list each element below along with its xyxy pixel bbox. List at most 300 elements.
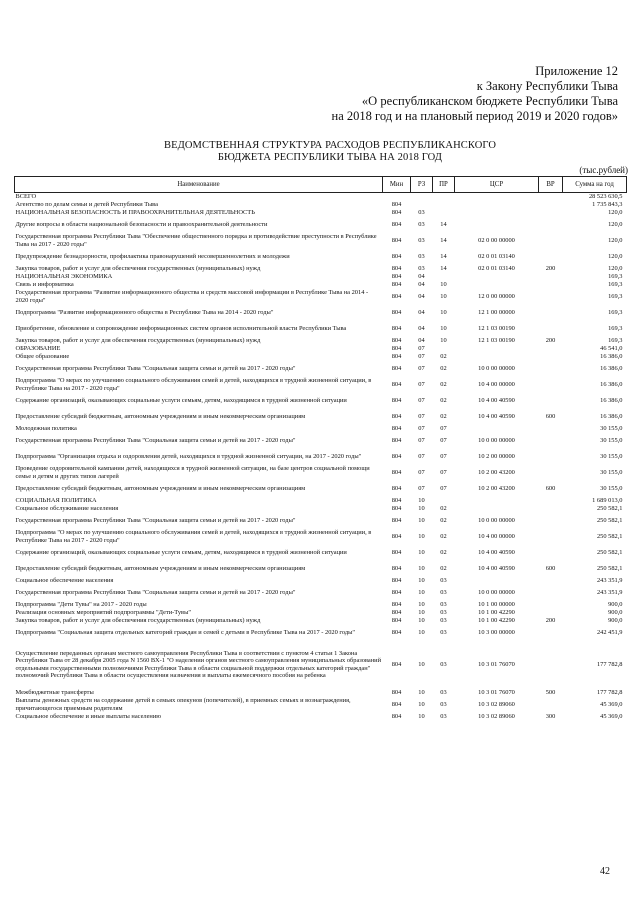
units-label: (тыс.рублей)	[579, 165, 628, 175]
row-sum: 900,0	[608, 608, 623, 616]
row-pr: 03	[440, 600, 447, 608]
row-vr: 200	[545, 264, 556, 272]
row-rz: 10	[418, 700, 425, 708]
row-name: Реализация основных мероприятий подпрограммы "Дети-Тувы"	[15, 608, 191, 616]
row-csr: 12 0 00 00000	[478, 292, 515, 300]
row-name: Осуществление переданных органам местного самоуправления Республики Тыва в соответствии с пунктом 4 статьи 1 Закона Республики Тыва от 28 декабря 2005 года N 1560 ВХ-1 "О наделении органов местного самоуправления муниципальных образований отдельными государственными полномочиями Республики Тыва в области социальной поддержки отдельных категорий граждан" полномочий Республики Тыва в области осуществления назначения и выплаты ежемесячного пособия на ребенка	[15, 649, 382, 679]
row-vr	[539, 305, 563, 321]
table-row	[15, 529, 627, 545]
row-pr: 02	[440, 548, 447, 556]
table-header-row	[15, 177, 627, 193]
row-vr	[539, 361, 563, 377]
row-csr: 10 1 00 42290	[478, 608, 515, 616]
row-name: Предупреждение безнадзорности, профилактика правонарушений несовершеннолетних и молодежи	[15, 252, 290, 260]
row-csr: 10 4 00 00000	[478, 532, 515, 540]
row-csr	[455, 281, 539, 289]
row-vr	[539, 321, 563, 337]
table-row	[15, 249, 627, 265]
row-min: 804	[391, 200, 402, 208]
row-rz: 10	[418, 628, 425, 636]
row-min	[383, 193, 411, 201]
row-csr: 12 1 03 00190	[478, 336, 515, 344]
appendix-line-1: Приложение 12	[535, 64, 618, 78]
row-sum: 16 386,0	[600, 364, 623, 372]
row-min: 804	[391, 608, 402, 616]
row-pr: 07	[440, 424, 447, 432]
row-min: 804	[391, 324, 402, 332]
row-rz: 10	[418, 564, 425, 572]
col-header-name: Наименование	[15, 177, 383, 193]
row-sum: 120,0	[608, 252, 623, 260]
row-pr: 03	[440, 616, 447, 624]
row-name: ОБРАЗОВАНИЕ	[15, 344, 61, 352]
row-vr	[539, 209, 563, 217]
row-sum: 177 782,8	[596, 660, 623, 668]
row-sum: 28 523 630,5	[588, 193, 623, 200]
table-row	[15, 305, 627, 321]
row-vr	[539, 273, 563, 281]
row-csr: 10 0 00 00000	[478, 516, 515, 524]
row-name: Подпрограмма "Социальная защита отдельных категорий граждан и семей с детьми в Республике Тыва на 2017 - 2020 годы"	[15, 628, 356, 636]
table-row	[15, 585, 627, 601]
table-row	[15, 713, 627, 721]
row-csr: 10 3 02 89060	[478, 700, 515, 708]
row-csr: 10 1 00 42290	[478, 616, 515, 624]
row-sum: 250 582,1	[596, 516, 623, 524]
row-min: 804	[391, 516, 402, 524]
table-row	[15, 409, 627, 425]
row-rz: 10	[418, 660, 425, 668]
row-pr: 03	[440, 628, 447, 636]
row-pr: 10	[440, 308, 447, 316]
row-name: Содержание организаций, оказывающих социальные услуги семьям, детям, находящимся в трудной жизненной ситуации	[15, 548, 347, 556]
row-min: 804	[391, 504, 402, 512]
row-sum: 250 582,1	[596, 504, 623, 512]
row-sum: 30 155,0	[600, 436, 623, 444]
row-name: Государственная программа Республики Тыва "Социальная защита семьи и детей на 2017 - 2020 годы"	[15, 436, 296, 444]
row-vr: 600	[545, 564, 556, 572]
row-csr: 10 4 00 40590	[478, 564, 515, 572]
row-rz: 07	[418, 468, 425, 476]
table-row	[15, 337, 627, 345]
row-pr: 02	[440, 504, 447, 512]
row-vr	[539, 513, 563, 529]
row-rz: 04	[418, 280, 425, 288]
row-csr	[455, 193, 539, 201]
row-min: 804	[391, 336, 402, 344]
row-csr	[455, 497, 539, 505]
row-vr: 600	[545, 484, 556, 492]
row-csr: 10 0 00 00000	[478, 364, 515, 372]
row-rz: 07	[418, 424, 425, 432]
row-csr	[455, 577, 539, 585]
row-rz: 04	[418, 308, 425, 316]
row-csr	[455, 209, 539, 217]
row-vr	[539, 393, 563, 409]
row-name: Приобретение, обновление и сопровождение информационных систем органов исполнительной власти Республики Тыва	[15, 324, 347, 332]
table-row	[15, 377, 627, 393]
row-rz: 04	[418, 272, 425, 280]
row-rz: 10	[418, 504, 425, 512]
row-rz: 10	[418, 496, 425, 504]
row-csr: 12 1 00 00000	[478, 308, 515, 316]
row-vr: 500	[545, 688, 556, 696]
row-rz	[411, 201, 433, 209]
row-vr: 200	[545, 616, 556, 624]
row-name: Предоставление субсидий бюджетным, автономным учреждениям и иным некоммерческим организациям	[15, 484, 306, 492]
row-vr: 200	[545, 336, 556, 344]
row-rz: 10	[418, 712, 425, 720]
row-sum: 30 155,0	[600, 424, 623, 432]
row-min: 804	[391, 468, 402, 476]
row-min: 804	[391, 436, 402, 444]
row-rz: 07	[418, 412, 425, 420]
row-name: Общее образование	[15, 352, 70, 360]
row-min: 804	[391, 548, 402, 556]
row-vr	[539, 625, 563, 641]
table-row	[15, 345, 627, 353]
row-rz: 10	[418, 616, 425, 624]
row-vr	[539, 585, 563, 601]
row-min: 804	[391, 600, 402, 608]
row-sum: 16 386,0	[600, 380, 623, 388]
table-row	[15, 273, 627, 281]
row-vr	[539, 505, 563, 513]
table-row	[15, 425, 627, 433]
row-pr: 10	[440, 292, 447, 300]
row-csr: 10 2 00 43200	[478, 468, 515, 476]
table-row	[15, 481, 627, 497]
row-csr: 10 3 01 76070	[478, 660, 515, 668]
row-name: Подпрограмма "Организация отдыха и оздоровления детей, находящихся в трудной жизненной ситуации, на 2017 - 2020 годы"	[15, 452, 362, 460]
table-row	[15, 201, 627, 209]
table-row	[15, 577, 627, 585]
table-row	[15, 209, 627, 217]
row-vr	[539, 697, 563, 713]
appendix-line-4: на 2018 год и на плановый период 2019 и 2020 годов»	[331, 109, 618, 123]
row-name: Межбюджетные трансферты	[15, 688, 94, 696]
table-row	[15, 513, 627, 529]
row-sum: 120,0	[608, 236, 623, 244]
row-sum: 250 582,1	[596, 564, 623, 572]
row-min: 804	[391, 712, 402, 720]
row-vr	[539, 217, 563, 233]
row-rz: 07	[418, 484, 425, 492]
row-min: 804	[391, 616, 402, 624]
row-pr	[433, 209, 455, 217]
col-header-vr: ВР	[539, 177, 563, 193]
table-row	[15, 609, 627, 617]
row-vr	[539, 281, 563, 289]
row-pr: 14	[440, 236, 447, 244]
table-row	[15, 393, 627, 409]
row-sum: 243 351,9	[596, 588, 623, 596]
row-csr: 10 4 00 00000	[478, 380, 515, 388]
row-csr: 10 4 00 40590	[478, 412, 515, 420]
row-pr: 07	[440, 436, 447, 444]
row-sum: 45 369,0	[600, 712, 623, 720]
row-min: 804	[391, 364, 402, 372]
row-vr	[539, 425, 563, 433]
row-rz: 04	[418, 336, 425, 344]
title-line-1: ВЕДОМСТВЕННАЯ СТРУКТУРА РАСХОДОВ РЕСПУБЛИКАНСКОГО	[164, 140, 496, 151]
table-row	[15, 353, 627, 361]
row-csr: 10 3 00 00000	[478, 628, 515, 636]
row-sum: 120,0	[608, 208, 623, 216]
row-csr	[455, 217, 539, 233]
row-pr	[433, 273, 455, 281]
row-name: НАЦИОНАЛЬНАЯ БЕЗОПАСНОСТЬ И ПРАВООХРАНИТЕЛЬНАЯ ДЕЯТЕЛЬНОСТЬ	[15, 208, 255, 216]
table-row	[15, 265, 627, 273]
row-name: Предоставление субсидий бюджетным, автономным учреждениям и иным некоммерческим организациям	[15, 412, 306, 420]
row-sum: 16 386,0	[600, 352, 623, 360]
table-row	[15, 505, 627, 513]
row-name: Предоставление субсидий бюджетным, автономным учреждениям и иным некоммерческим организациям	[15, 564, 306, 572]
row-pr: 14	[440, 264, 447, 272]
row-csr	[455, 273, 539, 281]
row-csr: 10 2 00 43200	[478, 484, 515, 492]
row-min: 804	[391, 220, 402, 228]
table-row	[15, 465, 627, 481]
row-name: Социальное обслуживание населения	[15, 504, 119, 512]
row-sum: 250 582,1	[596, 548, 623, 556]
row-sum: 30 155,0	[600, 468, 623, 476]
table-row	[15, 617, 627, 625]
row-rz: 07	[418, 452, 425, 460]
row-min: 804	[391, 660, 402, 668]
row-min: 804	[391, 236, 402, 244]
table-row	[15, 641, 627, 689]
table-row	[15, 233, 627, 249]
row-csr: 02 0 01 03140	[478, 252, 515, 260]
table-row	[15, 449, 627, 465]
row-csr: 10 1 00 00000	[478, 600, 515, 608]
row-min: 804	[391, 344, 402, 352]
row-min: 804	[391, 588, 402, 596]
row-pr: 07	[440, 484, 447, 492]
document-title	[60, 140, 600, 164]
row-csr: 10 0 00 00000	[478, 588, 515, 596]
row-name: Проведение оздоровительной кампании детей, находящихся в трудной жизненной ситуации, на базе центров социальной помощи семье и детям и других типов лагерей	[15, 465, 370, 480]
row-pr: 02	[440, 516, 447, 524]
row-rz: 03	[418, 208, 425, 216]
row-vr	[539, 497, 563, 505]
row-name: Другие вопросы в области национальной безопасности и правоохранительной деятельности	[15, 220, 268, 228]
row-sum: 900,0	[608, 616, 623, 624]
row-rz: 07	[418, 396, 425, 404]
row-min: 804	[391, 280, 402, 288]
row-rz: 07	[418, 364, 425, 372]
row-min: 804	[391, 496, 402, 504]
row-vr	[539, 545, 563, 561]
row-pr: 02	[440, 564, 447, 572]
row-sum: 900,0	[608, 600, 623, 608]
appendix-line-3: «О республиканском бюджете Республики Тыва	[361, 94, 618, 108]
row-csr: 12 1 03 00190	[478, 324, 515, 332]
col-header-rz: РЗ	[411, 177, 433, 193]
table-row	[15, 545, 627, 561]
row-name: Социальное обеспечение населения	[15, 576, 114, 584]
table-row	[15, 289, 627, 305]
row-name: СОЦИАЛЬНАЯ ПОЛИТИКА	[15, 496, 97, 504]
row-name: Социальное обеспечение и иные выплаты населению	[15, 712, 162, 720]
table-row	[15, 625, 627, 641]
row-name: Подпрограмма "О мерах по улучшению социального обслуживания семей и детей, находящихся в трудной жизненной ситуации, в Республике Тыва на 2017 - 2020 годы"	[15, 377, 372, 392]
row-pr: 03	[440, 608, 447, 616]
row-name: ВСЕГО	[15, 193, 37, 201]
title-line-2: БЮДЖЕТА РЕСПУБЛИКИ ТЫВА НА 2018 ГОД	[217, 152, 443, 163]
row-pr: 02	[440, 364, 447, 372]
row-name: Связь и информатика	[15, 280, 74, 288]
table-row	[15, 321, 627, 337]
row-sum: 1 689 013,0	[592, 496, 623, 504]
row-min: 804	[391, 576, 402, 584]
row-csr: 10 3 02 89060	[478, 712, 515, 720]
row-min: 804	[391, 688, 402, 696]
row-sum: 250 582,1	[596, 532, 623, 540]
row-name: Закупка товаров, работ и услуг для обеспечения государственных (муниципальных) нужд	[15, 336, 261, 344]
row-pr: 07	[440, 452, 447, 460]
row-min: 804	[391, 252, 402, 260]
row-csr: 10 4 00 40590	[478, 396, 515, 404]
row-vr	[539, 249, 563, 265]
row-sum: 1 735 843,3	[592, 200, 623, 208]
row-name: Содержание организаций, оказывающих социальные услуги семьям, детям, находящимся в трудной жизненной ситуации	[15, 396, 347, 404]
row-vr	[539, 641, 563, 689]
row-pr	[433, 345, 455, 353]
row-rz: 10	[418, 688, 425, 696]
row-rz: 03	[418, 220, 425, 228]
row-name: Агентство по делам семьи и детей Республики Тыва	[15, 200, 158, 208]
row-pr: 03	[440, 688, 447, 696]
row-rz: 10	[418, 516, 425, 524]
row-rz: 07	[418, 352, 425, 360]
row-pr: 02	[440, 352, 447, 360]
row-sum: 177 782,8	[596, 688, 623, 696]
table-row	[15, 561, 627, 577]
row-min: 804	[391, 424, 402, 432]
row-pr	[433, 497, 455, 505]
table-row	[15, 497, 627, 505]
row-name: Молодежная политика	[15, 424, 77, 432]
row-vr: 300	[545, 712, 556, 720]
row-csr: 10 0 00 00000	[478, 436, 515, 444]
row-csr: 02 0 00 00000	[478, 236, 515, 244]
row-rz: 10	[418, 588, 425, 596]
row-sum: 243 351,9	[596, 576, 623, 584]
row-pr: 03	[440, 700, 447, 708]
row-min: 804	[391, 264, 402, 272]
row-sum: 16 386,0	[600, 396, 623, 404]
row-sum: 30 155,0	[600, 484, 623, 492]
table-row	[15, 689, 627, 697]
row-name: Государственная программа Республики Тыва "Социальная защита семьи и детей на 2017 - 2020 годы"	[15, 364, 296, 372]
row-min: 804	[391, 292, 402, 300]
col-header-min: Мин	[383, 177, 411, 193]
row-sum: 169,3	[608, 292, 623, 300]
row-pr: 10	[440, 280, 447, 288]
row-rz: 07	[418, 344, 425, 352]
table-row	[15, 433, 627, 449]
row-rz	[411, 193, 433, 201]
row-rz: 10	[418, 600, 425, 608]
row-sum: 169,3	[608, 272, 623, 280]
row-min: 804	[391, 484, 402, 492]
row-name: Подпрограмма "Дети Тувы" на 2017 - 2020 годы	[15, 600, 147, 608]
row-rz: 10	[418, 608, 425, 616]
row-sum: 169,3	[608, 336, 623, 344]
row-min: 804	[391, 208, 402, 216]
col-header-csr: ЦСР	[455, 177, 539, 193]
row-rz: 10	[418, 532, 425, 540]
row-pr	[433, 193, 455, 201]
table-row	[15, 361, 627, 377]
row-sum: 169,3	[608, 324, 623, 332]
row-name: Закупка товаров, работ и услуг для обеспечения государственных (муниципальных) нужд	[15, 616, 261, 624]
row-vr	[539, 353, 563, 361]
row-vr	[539, 449, 563, 465]
row-vr	[539, 577, 563, 585]
table-row	[15, 601, 627, 609]
row-vr	[539, 465, 563, 481]
row-sum: 46 541,0	[600, 344, 623, 352]
row-sum: 169,3	[608, 280, 623, 288]
row-name: Государственная программа Республики Тыва "Социальная защита семьи и детей на 2017 - 2020 годы"	[15, 516, 296, 524]
row-pr: 02	[440, 412, 447, 420]
row-min: 804	[391, 308, 402, 316]
row-vr	[539, 377, 563, 393]
budget-table	[14, 176, 627, 721]
row-sum: 120,0	[608, 220, 623, 228]
row-pr: 14	[440, 220, 447, 228]
row-rz: 04	[418, 292, 425, 300]
row-pr: 03	[440, 660, 447, 668]
row-vr	[539, 233, 563, 249]
row-min: 804	[391, 532, 402, 540]
row-name: Государственная программа Республики Тыва "Обеспечение общественного порядка и противодействие преступности в Республике Тыва на 2017 - 2020 годы"	[15, 233, 377, 248]
page-number: 42	[600, 866, 610, 877]
row-pr: 03	[440, 576, 447, 584]
row-sum: 45 369,0	[600, 700, 623, 708]
row-sum: 169,3	[608, 308, 623, 316]
row-vr	[539, 529, 563, 545]
row-vr	[539, 609, 563, 617]
row-vr: 600	[545, 412, 556, 420]
row-min: 804	[391, 380, 402, 388]
row-min: 804	[391, 628, 402, 636]
row-vr	[539, 193, 563, 201]
row-csr	[455, 425, 539, 433]
row-min: 804	[391, 564, 402, 572]
row-rz: 03	[418, 252, 425, 260]
table-row	[15, 217, 627, 233]
row-pr: 14	[440, 252, 447, 260]
row-vr	[539, 601, 563, 609]
table-row	[15, 697, 627, 713]
row-csr: 02 0 01 03140	[478, 264, 515, 272]
row-rz: 07	[418, 380, 425, 388]
row-csr	[455, 353, 539, 361]
col-header-sum: Сумма на год	[563, 177, 627, 193]
row-pr: 03	[440, 712, 447, 720]
row-name: НАЦИОНАЛЬНАЯ ЭКОНОМИКА	[15, 272, 113, 280]
row-name: Подпрограмма "Развитие информационного общества в Республике Тыва на 2014 - 2020 годы"	[15, 308, 274, 316]
row-pr: 02	[440, 396, 447, 404]
row-sum: 16 386,0	[600, 412, 623, 420]
row-name: Закупка товаров, работ и услуг для обеспечения государственных (муниципальных) нужд	[15, 264, 261, 272]
row-csr: 10 2 00 00000	[478, 452, 515, 460]
budget-table-wrapper	[14, 176, 626, 721]
